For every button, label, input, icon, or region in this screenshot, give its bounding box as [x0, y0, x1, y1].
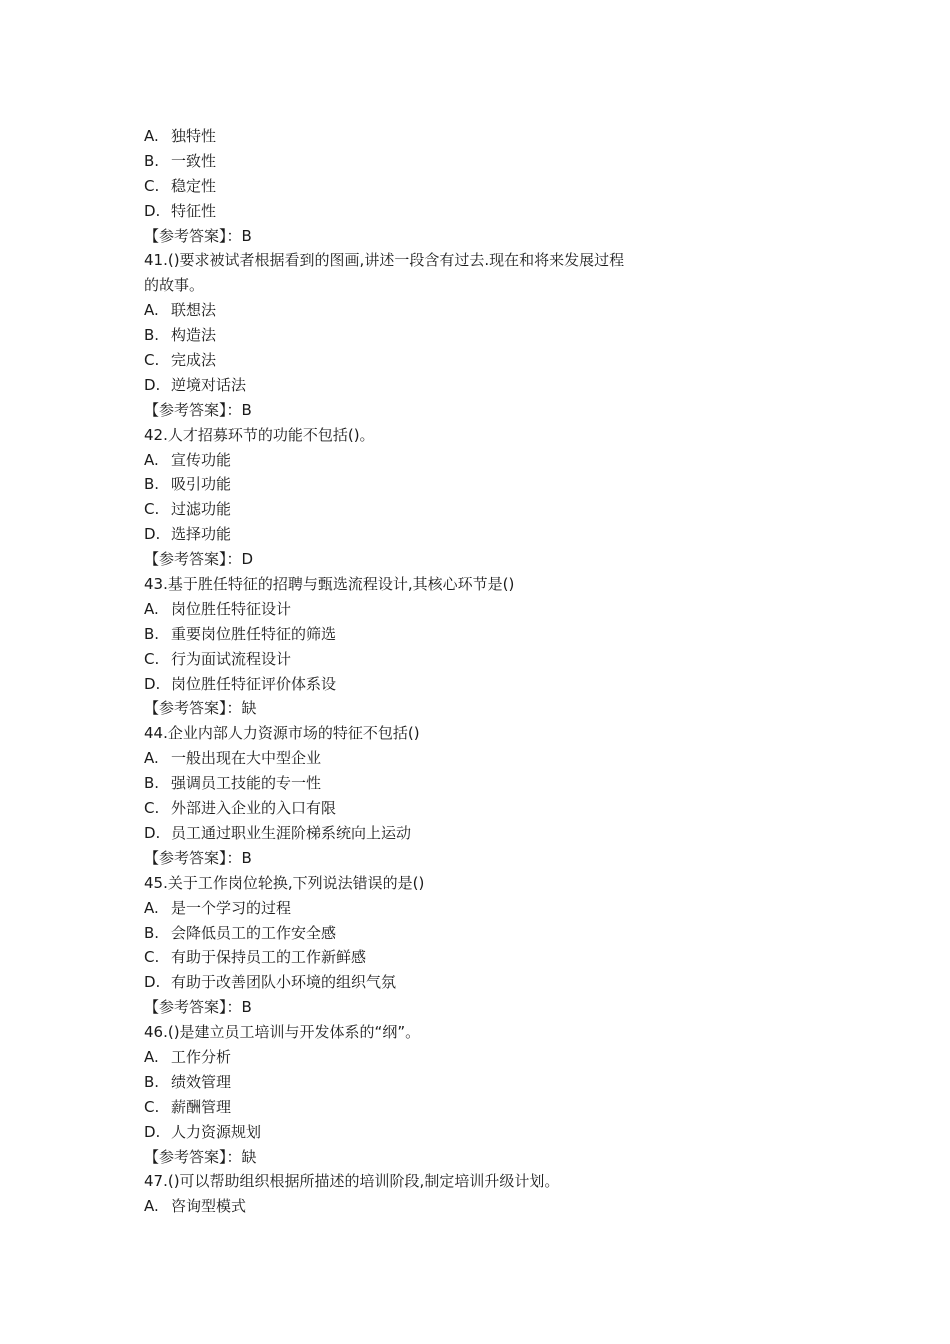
option-text: 外部进入企业的入口有限	[171, 799, 337, 818]
option-letter: A.	[144, 450, 159, 469]
option-text: 绩效管理	[171, 1072, 232, 1091]
option-text: 特征性	[171, 201, 217, 220]
option-text: 一致性	[171, 151, 217, 170]
option-text: 构造法	[171, 326, 217, 345]
option-letter: C.	[144, 351, 160, 370]
option-text: 重要岗位胜任特征的筛选	[171, 624, 337, 643]
option-text: 会降低员工的工作安全感	[171, 923, 337, 942]
answer-value: 缺	[241, 1147, 257, 1166]
option-text: 岗位胜任特征设计	[171, 599, 292, 618]
option-text: 选择功能	[171, 525, 232, 544]
answer-label: 【参考答案】：	[144, 400, 242, 419]
answer-line	[144, 846, 704, 871]
option-c	[144, 174, 704, 199]
option-c	[144, 647, 704, 672]
option-c	[144, 945, 704, 970]
option-letter: B.	[144, 774, 160, 793]
option-d	[144, 1120, 704, 1145]
option-text: 有助于改善团队小环境的组织气氛	[171, 973, 397, 992]
option-letter: A.	[144, 898, 159, 917]
option-letter: D.	[144, 674, 161, 693]
option-c	[144, 796, 704, 821]
option-c	[144, 497, 704, 522]
option-a	[144, 896, 704, 921]
option-text: 行为面试流程设计	[171, 649, 292, 668]
option-text: 工作分析	[171, 1047, 232, 1066]
option-letter: C.	[144, 948, 160, 967]
option-letter: C.	[144, 649, 160, 668]
option-letter: D.	[144, 201, 161, 220]
option-letter: C.	[144, 176, 160, 195]
option-text: 过滤功能	[171, 500, 232, 519]
option-b	[144, 921, 704, 946]
question-stem: 46.()是建立员工培训与开发体系的“纲”。	[144, 1023, 421, 1042]
option-b	[144, 1070, 704, 1095]
option-letter: A.	[144, 749, 159, 768]
answer-label: 【参考答案】：	[144, 848, 242, 867]
answer-label: 【参考答案】：	[144, 998, 242, 1017]
option-text: 有助于保持员工的工作新鲜感	[171, 948, 367, 967]
option-a	[144, 124, 704, 149]
option-text: 联想法	[171, 301, 217, 320]
option-letter: B.	[144, 326, 160, 345]
option-d	[144, 373, 704, 398]
option-d	[144, 672, 704, 697]
option-letter: D.	[144, 973, 161, 992]
option-a	[144, 746, 704, 771]
answer-label: 【参考答案】：	[144, 550, 242, 569]
option-a	[144, 298, 704, 323]
question-stem-continued: 的故事。	[144, 276, 205, 295]
option-d	[144, 970, 704, 995]
answer-value: D	[241, 550, 254, 569]
option-text: 完成法	[171, 351, 217, 370]
option-text: 独特性	[171, 127, 217, 145]
option-letter: D.	[144, 823, 161, 842]
option-b	[144, 771, 704, 796]
option-letter: A.	[144, 1047, 159, 1066]
option-b	[144, 323, 704, 348]
option-text: 一般出现在大中型企业	[171, 749, 322, 768]
option-letter: B.	[144, 151, 160, 170]
option-b	[144, 472, 704, 497]
answer-line	[144, 1145, 704, 1170]
answer-value: 缺	[241, 699, 257, 718]
question-stem: 42.人才招募环节的功能不包括()。	[144, 425, 375, 444]
option-letter: B.	[144, 1072, 160, 1091]
option-text: 吸引功能	[171, 475, 232, 494]
option-text: 宣传功能	[171, 450, 232, 469]
option-letter: B.	[144, 475, 160, 494]
option-b	[144, 149, 704, 174]
answer-line	[144, 696, 704, 721]
answer-value: B	[241, 226, 252, 245]
question-stem: 44.企业内部人力资源市场的特征不包括()	[144, 724, 420, 743]
option-letter: A.	[144, 301, 159, 320]
option-text: 是一个学习的过程	[171, 898, 292, 917]
option-b	[144, 622, 704, 647]
option-text: 岗位胜任特征评价体系设	[171, 674, 337, 693]
option-d	[144, 821, 704, 846]
option-a	[144, 1194, 704, 1219]
document-page	[144, 124, 704, 1219]
option-d	[144, 199, 704, 224]
option-d	[144, 522, 704, 547]
answer-label: 【参考答案】：	[144, 226, 242, 245]
option-text: 咨询型模式	[171, 1197, 247, 1216]
option-c	[144, 1095, 704, 1120]
option-letter: A.	[144, 599, 159, 618]
question-stem: 43.基于胜任特征的招聘与甄选流程设计,其核心环节是()	[144, 575, 515, 594]
answer-label: 【参考答案】：	[144, 699, 242, 718]
option-text: 薪酬管理	[171, 1097, 232, 1116]
option-a	[144, 1045, 704, 1070]
answer-label: 【参考答案】：	[144, 1147, 242, 1166]
answer-line	[144, 224, 704, 249]
option-letter: C.	[144, 799, 160, 818]
option-letter: D.	[144, 375, 161, 394]
answer-value: B	[241, 400, 252, 419]
option-letter: C.	[144, 500, 160, 519]
answer-line	[144, 547, 704, 572]
question-stem: 45.关于工作岗位轮换,下列说法错误的是()	[144, 873, 425, 892]
option-letter: C.	[144, 1097, 160, 1116]
option-letter: A.	[144, 1197, 159, 1216]
answer-line	[144, 995, 704, 1020]
answer-value: B	[241, 998, 252, 1017]
option-c	[144, 348, 704, 373]
option-letter: B.	[144, 923, 160, 942]
option-letter: D.	[144, 525, 161, 544]
option-text: 员工通过职业生涯阶梯系统向上运动	[171, 823, 412, 842]
option-text: 人力资源规划	[171, 1122, 262, 1141]
option-letter: A.	[144, 127, 159, 145]
option-text: 稳定性	[171, 176, 217, 195]
option-a	[144, 597, 704, 622]
question-stem: 47.()可以帮助组织根据所描述的培训阶段,制定培训升级计划。	[144, 1172, 560, 1191]
option-text: 强调员工技能的专一性	[171, 774, 322, 793]
option-letter: B.	[144, 624, 160, 643]
answer-line	[144, 398, 704, 423]
option-text: 逆境对话法	[171, 375, 247, 394]
option-a	[144, 448, 704, 473]
question-stem: 41.()要求被试者根据看到的图画,讲述一段含有过去.现在和将来发展过程	[144, 251, 625, 270]
option-letter: D.	[144, 1122, 161, 1141]
answer-value: B	[241, 848, 252, 867]
